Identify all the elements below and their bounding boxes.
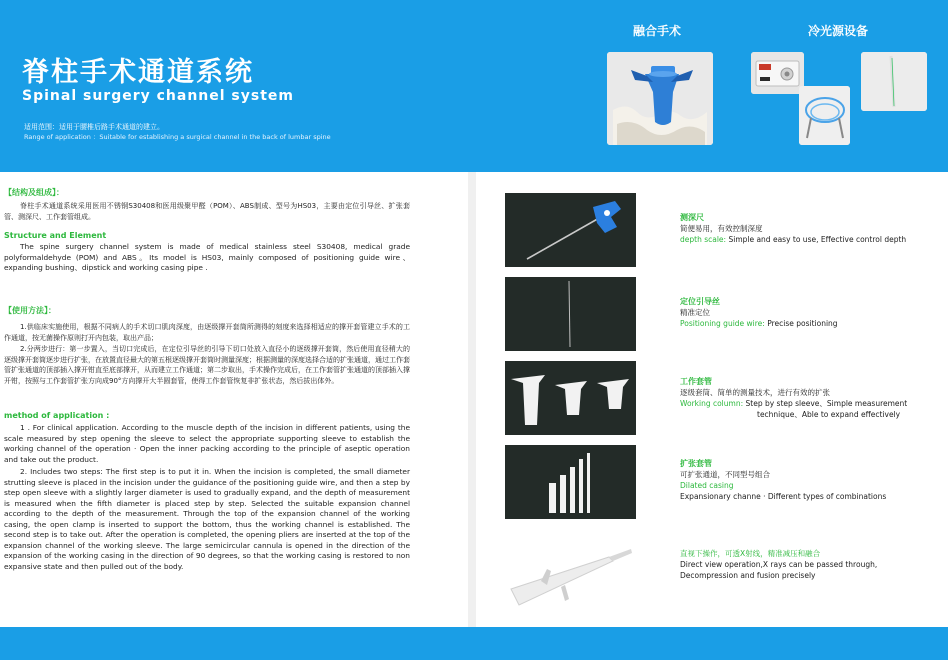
structure-text-cn: 脊柱手术通道系统采用医用不锈钢S30408和医用级聚甲醛（POM）、ABS制成、型号为HS03，主要由定位引导丝、扩张套管、测深尺、工作套管组成。 <box>4 202 410 221</box>
usage-step1-cn: 1.供临床实施使用，根据不同病人的手术切口肌肉深度，由逐级撑开套筒所测得的刻度来选择相适应的撑开套管建立手术的工作通道，按无菌操作原则打开内包装，取出产品； <box>4 323 410 342</box>
dilated-casing-photo <box>505 445 636 519</box>
footer-bar <box>0 627 948 660</box>
depth-scale-name-cn: 测深尺 <box>680 213 704 222</box>
header-banner <box>0 0 948 172</box>
cold-light-source-photo <box>751 52 804 94</box>
dilated-casing-name-en: Dilated casing <box>680 481 734 490</box>
product-working-column <box>680 376 945 420</box>
depth-scale-desc-cn: 简便易用，有效控制深度 <box>680 224 763 233</box>
fusion-instrument-photo <box>505 529 636 629</box>
guide-wire-desc-en: Precise positioning <box>767 319 838 328</box>
range-cn: 适用范围：适用于腰椎后路手术通道的建立。 <box>24 123 164 131</box>
fusion-feature-cn: 直视下操作，可透X射线，精准减压和融合 <box>680 549 821 558</box>
depth-scale-desc-en: Simple and easy to use, Effective control depth <box>728 235 907 244</box>
usage-heading-cn: 【使用方法】： <box>4 306 56 315</box>
product-fusion-feature <box>680 548 945 581</box>
light-cable-photo <box>799 86 850 145</box>
product-depth-scale <box>680 212 945 245</box>
light-rod-photo <box>861 52 927 111</box>
fusion-surgery-photo <box>607 52 713 145</box>
working-column-photo <box>505 361 636 435</box>
guide-wire-photo <box>505 277 636 351</box>
title-cn: 脊柱手术通道系统 <box>22 57 254 88</box>
fusion-feature-line-1: Direct view operation,X rays can be passed through, <box>680 560 878 569</box>
fusion-feature-line-2: Decompression and fusion precisely <box>680 571 816 580</box>
guide-wire-name-cn: 定位引导丝 <box>680 297 720 306</box>
product-guide-wire <box>680 296 945 329</box>
working-column-desc-en: Step by step sleeve、Simple measurement <box>745 399 908 408</box>
usage-step2-cn: 2.分两步进行：第一步置入，当切口完成后，在定位引导丝的引导下切口处放入直径小的逐级撑开套筒，然后使用直径稍大的逐级撑开套筒逐步进行扩张，在放置直径最大的第五根逐级撑开套筒时测量深度；根据测量的深度选择合适的扩张通道，通过工作套管扩张通道的顶部插入撑开钳直至底部撑开，从而建立工作通道；第二步取出，手术操作完成后，在工作套管扩张通道的顶部插入撑开钳，按照与工作套管扩张方向成90°方向撑开大半圆套管，使得工作套管恢复非扩张状态，然后拔出体外。 <box>4 345 410 385</box>
dilated-casing-name-cn: 扩张套管 <box>680 459 712 468</box>
usage-step1-en: 1 . For clinical application. According to the muscle depth of the incision in different patients, using the scale measured by step opening the sleeve to select the appropriate supporting sleeve to establish the working channel of the operation · Open the inner packing according to the principle of aseptic operation and take out the product. <box>4 423 410 464</box>
usage-heading-en: method of application : <box>4 411 110 420</box>
structure-text-en: The spine surgery channel system is made of medical stainless steel S30408, medical grade polyformaldehyde (POM) and ABS。Its model is HS03, mainly composed of positioning guide wire、 expanding bushing、dipstick and working casing pipe . <box>4 242 410 272</box>
working-column-name-cn: 工作套管 <box>680 377 712 386</box>
guide-wire-name-en: Positioning guide wire: <box>680 319 765 328</box>
dilated-casing-desc-cn: 可扩张通道，不同型号组合 <box>680 470 770 479</box>
guide-wire-desc-cn: 精准定位 <box>680 308 710 317</box>
working-column-desc-en-2: technique、Able to expand effectively <box>757 410 901 419</box>
usage-step2-en: 2. Includes two steps: The first step is to put it in. When the incision is completed, the small diameter strutting sleeve is placed in the incision under the guidance of the positioning guide wire, and then a step by step open sleeve with a slightly larger diameter is used to gradually expand, and the depth of measurement is measured when the fifth diameter is placed step by step. Selected the suitable expansion channel according to the depth of the measurement. Through the top of the expansion channel of the working casing, the open clamp is inserted to support the bottom, thus the working channel is established. The second step is to take out. After the operation is completed, the opening pliers are inserted at the top of the expansion channel of the working sleeve. The large semicircular cannula is opened in the direction of the expansion of the working casing in the direction of 90 degrees, so that the working casing is restored to non expansive state and then pulled out of the body. <box>4 467 410 571</box>
product-dilated-casing <box>680 458 945 502</box>
depth-scale-photo <box>505 193 636 267</box>
structure-heading-en: Structure and Element <box>4 231 107 240</box>
caption-fusion: 融合手术 <box>633 24 682 38</box>
structure-heading-cn: 【结构及组成】： <box>4 188 64 197</box>
range-en: Range of application ：Suitable for establishing a surgical channel in the back of lumbar spine <box>24 133 331 141</box>
working-column-name-en: Working column: <box>680 399 744 408</box>
working-column-desc-cn: 逐级套筒、简单的测量技术，进行有效的扩张 <box>680 388 830 397</box>
title-en: Spinal surgery channel system <box>22 88 294 104</box>
dilated-casing-desc-en: Expansionary channe · Different types of combinations <box>680 492 887 501</box>
caption-cold-light: 冷光源设备 <box>808 24 869 38</box>
depth-scale-name-en: depth scale: <box>680 235 727 244</box>
page-spine <box>468 172 476 627</box>
